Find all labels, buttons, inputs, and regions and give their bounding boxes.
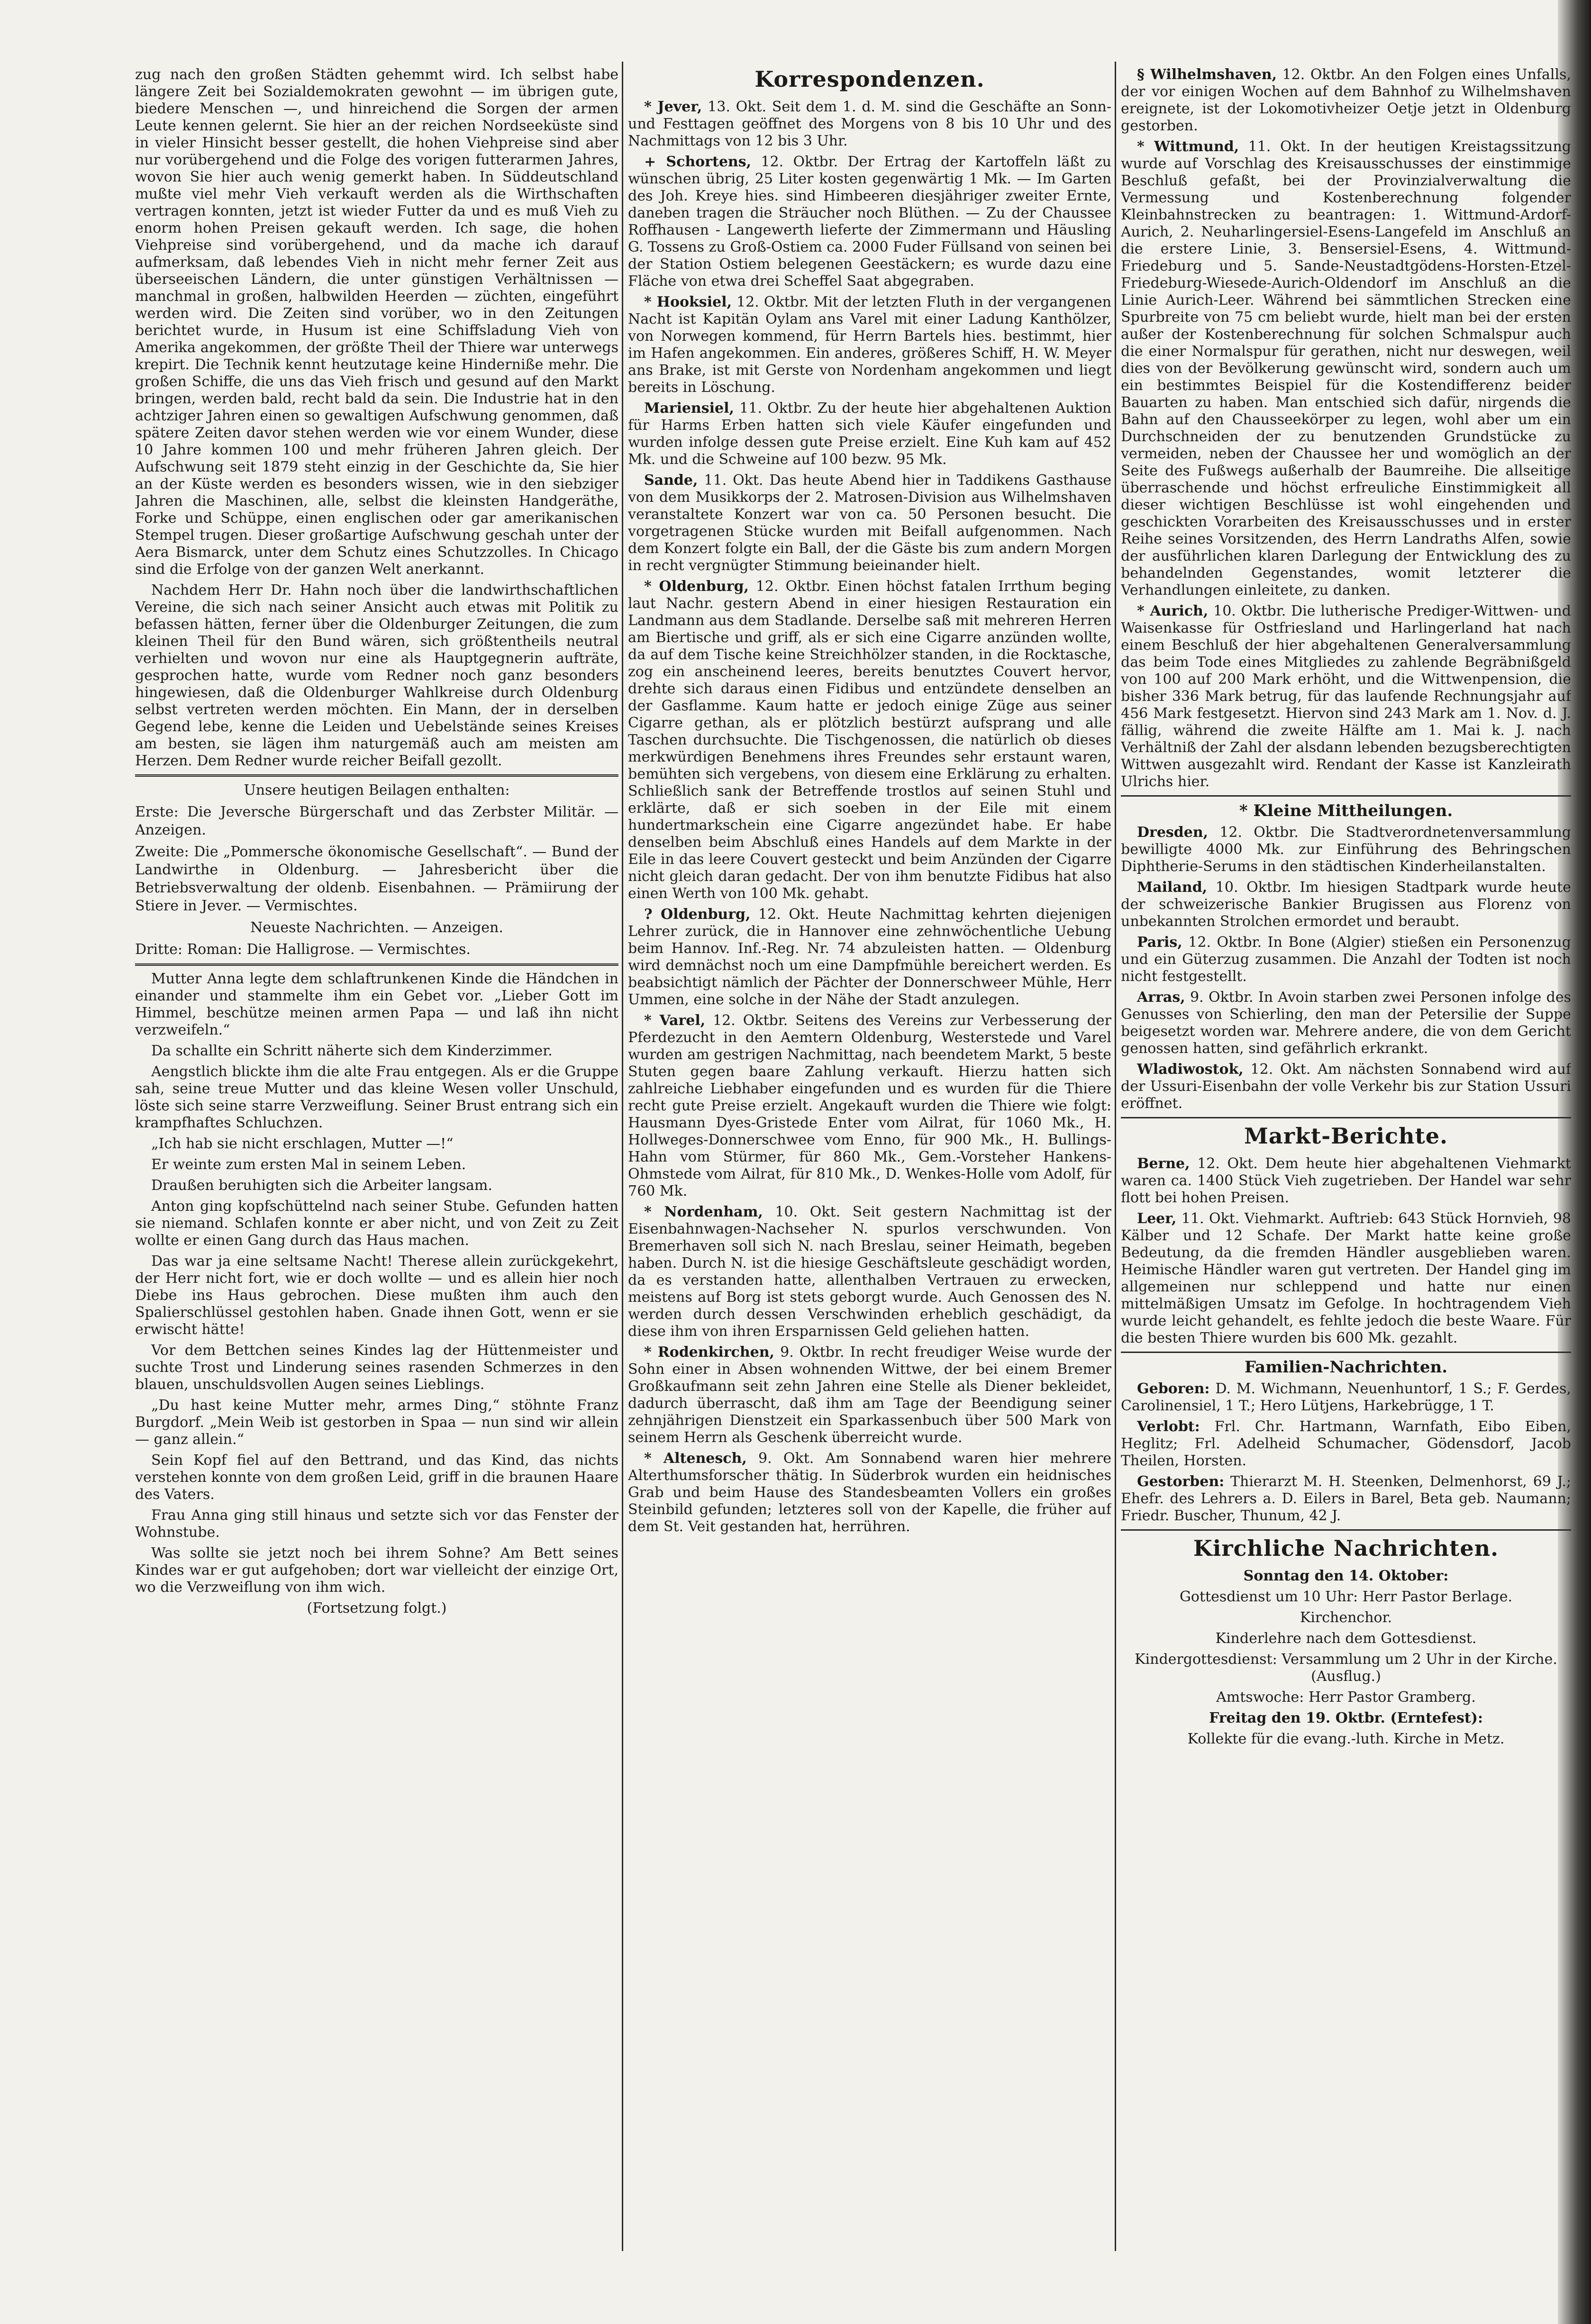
dateline: * Wittmund, [1137,138,1239,155]
service-line: Kirchenchor. [1300,1609,1392,1626]
story-paragraph: Er weinte zum ersten Mal in seinem Leben. [151,1156,466,1173]
news-text: 12. Oktbr. Seitens des Vereins zur Verbesserung der Pferdezucht in den Aemtern Oldenburg, Westerstede und Varel wurden am gestrigen Nachmittag, nach beendetem Markt, 5 beste Stuten gegen baare Zahlung verkauft. Hierzu hatten sich zahlreiche Liebhaber eingefunden und es wurden für die Thiere recht gute Preise erzielt. Angekauft wurden die Thiere wie folgt: Hausmann Dyes-Gristede Enter vom Ailrat, für 1060 Mk., H. Hollweges-Donnerschwee vom Enno, für 900 Mk., H. Bullings-Hahn vom Stürmer, für 860 Mk., Gem.-Vorsteher Hankens-Ohmstede vom Ailrat, für 810 Mk., D. Wenkes-Holle vom Adolf, für 760 Mk. [628,1012,1111,1199]
column-2 [628,66,1111,1539]
news-text: 11. Okt. In der heutigen Kreistagssitzung wurde auf Vorschlag des Kreisausschusses der einstimmige Beschluß gefaßt, bei der Provinzialverwaltung die Vermessung und Kostenberechnung folgender Kleinbahnstrecken zu beantragen: 1. Wittmund-Ardorf-Aurich, 2. Neuharlingersiel-Esens-Langefeld im Anschluß an die erstere Linie, 3. Bensersiel-Esens, 4. Wittmund-Friedeburg und 5. Sande-Neustadtgödens-Horsten-Etzel-Friedeburg-Wiesede-Aurich-Oldendorf im Anschluß an die Linie Aurich-Leer. Während bei sämmtlichen Strecken eine Spurbreite von 75 cm beliebt wurde, hielt man bei der ersten außer der Kostenberechnung für solchen Schmalspur auch die einer Normalspur für gerathen, nicht nur deswegen, weil dies von der Bevölkerung gewünscht wird, sondern auch um ein bestimmtes Beispiel für die Kostendifferenz beider Bauarten zu haben. Man entschied sich dafür, nirgends die Bahn auf den Chausseekörper zu legen, wohl aber um ein Durchschneiden der zu benutzenden Grundstücke zu vermeiden, neben der Chaussee her und womöglich an der Seite des Fußwegs außerhalb der Baumreihe. Die allseitige überraschende und höchst erfreuliche Einstimmigkeit all dieser wichtigen Beschlüsse ist wohl eingehenden und geschickten Vorarbeiten des Kreisausschusses und in erster Reihe seines Vorsitzenden, des Herrn Landraths Alfen, sowie der ausführlichen klaren Darlegung der Entwicklung des zu behandelnden Gegenstandes, womit letzterer die Verhandlungen einleitete, zu danken. [1121,138,1571,599]
story-paragraph: Was sollte sie jetzt noch bei ihrem Sohne? Am Bett seines Kindes war er gut aufgehoben; dort war vielleicht der einzige Ort, wo die Verzweiflung von ihm wich. [135,1545,618,1596]
news-text: 12. Oktbr. Mit der letzten Fluth in der vergangenen Nacht ist Kapitän Oylam ans Varel mit einer Ladung Kanthölzer, von Norwegen kommend, für Herrn Bartels hies. bestimmt, hier im Hafen angekommen. Ein anderes, größeres Schiff, H. W. Meyer ans Brake, ist mit Gerste von Nordenham angekommen und liegt bereits in Löschung. [628,294,1111,396]
column-1 [135,66,618,1621]
news-item [628,472,1111,574]
story-paragraph: „Ich hab sie nicht erschlagen, Mutter —!“ [151,1135,454,1152]
news-text: 9. Oktbr. In recht freudiger Weise wurde der Sohn einer in Absen wohnenden Wittwe, der bei einem Bremer Großkaufmann seit zehn Jahren eine Stelle als Diener bekleidet, dadurch überrascht, daß ihm am Tage der Beendigung seiner zehnjährigen Dienstzeit ein Sparkassenbuch über 500 Mark von seinem Herrn als Geschenk überreicht wurde. [628,1344,1111,1446]
dateline: § Wilhelmshaven, [1137,66,1277,83]
story-paragraph: Aengstlich blickte ihm die alte Frau entgegen. Als er die Gruppe sah, seine treue Mutter und das kleine Wesen voller Unschuld, löste sich seine starre Verzweiflung. Seiner Brust entrang sich ein krampfhaftes Schluchzen. [135,1063,618,1131]
entry-label: Gestorben: [1137,1473,1225,1490]
news-text: 11. Oktbr. Zu der heute hier abgehaltenen Auktion für Harms Erben hatten sich viele Käufer eingefunden und wurden infolge dessen gute Preise erzielt. Eine Kuh kam auf 452 Mk. und die Schweine auf 100 bezw. 95 Mk. [628,400,1111,468]
family-entry [1121,1473,1571,1525]
news-item [1121,603,1571,790]
service-line: Kindergottesdienst: Versammlung um 2 Uhr in der Kirche. (Ausflug.) [1135,1651,1557,1685]
service-line: Amtswoche: Herr Pastor Gramberg. [1216,1689,1476,1706]
news-item [628,578,1111,902]
divider [1121,1529,1571,1531]
story-paragraph: Mutter Anna legte dem schlaftrunkenen Kinde die Händchen in einander und stammelte ihm ein Gebet vor. „Lieber Gott im Himmel, beschütze meinen armen Papa — und laß ihn nicht verzweifeln.“ [135,971,618,1038]
section-heading-kirchliche-nachrichten: Kirchliche Nachrichten. [1193,1535,1499,1561]
divider [135,774,618,777]
news-item [628,154,1111,290]
divider [135,963,618,966]
beilagen-box [135,781,618,959]
entry-text: D. M. Wichmann, Neuenhuntorf, 1 S.; F. Gerdes, Carolinensiel, 1 T.; Hero Lütjens, Harkebrügge, 1 T. [1121,1380,1571,1414]
entry-text: Thierarzt M. H. Steenken, Delmenhorst, 69 J.; Ehefr. des Lehrers a. D. Eilers in Barel, Beta geb. Naumann; Friedr. Buscher, Thunum, 42 J. [1121,1473,1571,1524]
news-text: 13. Okt. Seit dem 1. d. M. sind die Geschäfte an Sonn- und Festtagen geöffnet des Morgens von 8 bis 10 Uhr und des Nachmittags von 12 bis 3 Uhr. [628,99,1111,149]
dateline: Wladiwostok, [1137,1061,1244,1078]
story-paragraph: „Du hast keine Mutter mehr, armes Ding,“ stöhnte Franz Burgdorf. „Mein Weib ist gestorben in Spaa — nun sind wir allein — ganz allein.“ [135,1397,618,1448]
story-paragraph: Vor dem Bettchen seines Kindes lag der Hüttenmeister und suchte Trost und Linderung seines rasenden Schmerzes in den blauen, unschuldsvollen Augen seines Lieblings. [135,1342,618,1393]
news-text: 12. Oktbr. Einen höchst fatalen Irrthum beging laut Nachr. gestern Abend in einer hiesigen Restauration ein Landmann aus dem Stadlande. Derselbe saß mit mehreren Herren am Biertische und griff, als er sich eine Cigarre anzünden wollte, da auf dem Tische keine Streichhölzer standen, in die Rocktasche, zog ein anscheinend leeres, bereits benutztes Couvert hervor, drehte sich daraus einen Fidibus und entzündete denselben an der Gasflamme. Kaum hatte er jedoch einige Züge aus seiner Cigarre gethan, als er plötzlich bestürzt aufsprang und alle Taschen durchsuchte. Die Tischgenossen, die natürlich ob dieses merkwürdigen Benehmens ihres Freundes sehr erstaunt waren, bemühten sich vergebens, von diesem eine Erklärung zu erhalten. Schließlich sank der Betreffende trostlos auf seinen Stuhl und erklärte, daß er sich soeben in der Eile mit einem hundertmarkschein eine Cigarre angezündet habe. Er habe denselben beim Abschluß eines Handels auf dem Markte in der Eile in das leere Couvert gesteckt und beim Anzünden der Cigarre nicht gleich daran gedacht. Der von ihm benutzte Fidibus hat also einen Werth von 100 Mk. gehabt. [628,578,1111,902]
entry-label: Verlobt: [1137,1418,1200,1435]
news-item [1121,879,1571,930]
dateline: + Schortens, [644,154,752,170]
dateline: Mariensiel, [644,400,734,417]
story-paragraph: Anton ging kopfschüttelnd nach seiner Stube. Gefunden hatten sie niemand. Schlafen konnte er aber nicht, und von Zeit zu Zeit wollte er einen Gang durch das Haus machen. [135,1198,618,1249]
column-rule [1115,62,1116,2251]
news-text: 9. Oktbr. In Avoin starben zwei Personen infolge des Genusses von Schierling, den man der Petersilie der Suppe beigesetzt worden war. Mehrere andere, die von dem Gericht genossen hatten, sind gefährlich erkrankt. [1121,989,1571,1057]
service-line: Kinderlehre nach dem Gottesdienst. [1215,1630,1477,1647]
dateline: Dresden, [1137,824,1209,841]
service-line: Gottesdienst um 10 Uhr: Herr Pastor Berlage. [1179,1589,1513,1605]
news-item [628,1450,1111,1535]
dateline: Berne, [1137,1155,1190,1172]
dateline: * Jever, [644,99,702,115]
dateline: * Oldenburg, [644,578,749,595]
news-item [628,1344,1111,1446]
dateline: Sande, [644,472,698,489]
dateline: Mailand, [1137,879,1208,896]
divider [1121,1117,1571,1118]
news-item [1121,1061,1571,1112]
dateline: * Altenesch, [644,1450,747,1467]
speech-paragraph: Nachdem Herr Dr. Hahn noch über die landwirthschaftlichen Vereine, die sich nach seiner Ansicht auch etwas mit Politik zu befassen hätten, ferner über die Oldenburger Zeitungen, die zum kleinen Theil für den Bund wären, sich größtentheils neutral verhielten und wovon nur eine als Hauptgegnerin aufträte, gesprochen hatte, wurde vom Redner noch ganz besonders hingewiesen, daß die Oldenburger Wahlkreise durch Oldenburg selbst vertreten werden möchten. Ein Mann, der in derselben Gegend lebe, kenne die Leiden und Uebelstände seines Kreises am besten, sie lägen ihm naturgemäß auch am meisten am Herzen. Dem Redner wurde reicher Beifall gezollt. [135,582,618,769]
news-text: 12. Okt. Am nächsten Sonnabend wird auf der Ussuri-Eisenbahn der volle Verkehr bis zur Station Ussuri eröffnet. [1121,1061,1571,1112]
continuation-note: (Fortsetzung folgt.) [307,1600,447,1616]
news-text: 10. Oktbr. Die lutherische Prediger-Wittwen- und Waisenkasse für Ostfriesland und Harlingerland hat nach einem Beschluß der hier abgehaltenen Generalversammlung das beim Tode eines Mitgliedes zu zahlende Begräbnißgeld von 100 auf 200 Mark erhöht, und die Wittwenpension, die bisher 336 Mark betrug, für das laufende Rechnungsjahr auf 456 Mark festgesetzt. Hiervon sind 243 Mark am 1. Nov. d. J. fällig, während die zweite Hälfte am 1. Mai k. J. nach Verhältniß der Zahl der alsdann lebenden bezugsberechtigten Wittwen ausgezahlt wird. Rendant der Kasse ist Kanzleirath Ulrichs hier. [1121,603,1571,790]
story-paragraph: Das war ja eine seltsame Nacht! Therese allein zurückgekehrt, der Herr nicht fort, wie er doch wollte — und es allein hier noch Diebe ins Haus gebrochen. Diese mußten ihm auch den Spalierschlüssel gestohlen haben. Gnade ihnen Gott, wenn er sie erwischt hätte! [135,1253,618,1338]
news-item [1121,66,1571,135]
news-item [628,294,1111,396]
dateline: * Varel, [644,1012,706,1029]
news-item [628,1204,1111,1340]
news-text: 12. Oktbr. Die Stadtverordnetenversammlung bewilligte 4000 Mk. zur Einführung des Behringschen Diphtherie-Serums in den städtischen Kinderheilanstalten. [1121,824,1571,875]
news-text: 10. Okt. Seit gestern Nachmittag ist der Eisenbahnwagen-Nachseher N. spurlos verschwunden. Von Bremerhaven soll sich N. nach Breslau, seiner Heimath, begeben haben. Durch N. ist die hiesige Geschäftsleute geschädigt worden, da es verstanden hatte, allenthalben Vertrauen zu erwecken, meistens auf Borg ist stets geborgt wurde. Auch Genossen des N. werden durch dessen Verschwinden erheblich geschädigt, da diese ihm von ihren Ersparnissen Geld geliehen hatten. [628,1204,1111,1340]
column-rule [622,62,623,2251]
dateline: Leer, [1137,1210,1177,1227]
divider [1121,795,1571,797]
section-heading-korrespondenzen: Korrespondenzen. [755,66,985,92]
beilage-entry: Zweite: Die „Pommersche ökonomische Gesellschaft“. — Bund der Landwirthe in Oldenburg. — Jahresbericht über die Betriebsverwaltung der oldenb. Eisenbahnen. — Prämiirung der Stiere in Jever. — Vermischtes. [135,844,618,914]
dateline: Arras, [1137,989,1185,1006]
dateline: * Rodenkirchen, [644,1344,774,1361]
news-item [1121,1155,1571,1207]
dateline: Paris, [1137,934,1182,951]
news-text: 12. Okt. Heute Nachmittag kehrten diejenigen Lehrer zurück, die in Hannover eine zehnwöchentliche Uebung beim Hannov. Inf.-Reg. Nr. 74 abzuleisten hatten. — Oldenburg wird demnächst noch um eine Dampfmühle bereichert werden. Es beabsichtigt nämlich der Pächter der Donnerschweer Mühle, Herr Ummen, eine solche in der Nähe der Stadt anzulegen. [628,906,1111,1008]
news-text: 11. Okt. Das heute Abend hier in Taddikens Gasthause von dem Musikkorps der 2. Matrosen-Division aus Wilhelmshaven veranstaltete Konzert war von ca. 50 Personen besucht. Die vorgetragenen Stücke wurden mit Beifall aufgenommen. Nach dem Konzert folgte ein Ball, der die Gäste bis zum andern Morgen in recht vergnügter Stimmung beieinander hielt. [628,472,1111,574]
news-item [628,906,1111,1008]
news-text: 12. Oktbr. Der Ertrag der Kartoffeln läßt zu wünschen übrig, 25 Liter kosten gegenwärtig 1 Mk. — Im Garten des Joh. Kreye hies. sind Himbeeren diesjähriger zweiter Ernte, daneben tragen die Sträucher noch Blüthen. — Zu der Chaussee Roffhausen - Langewerth lieferte der Zimmermann und Häusling G. Tossens zu Groß-Ostiem ca. 2000 Fuder Füllsand von seinen bei der Station Ostiem belegenen Geestäckern; es wurde dazu eine Fläche von etwa drei Scheffel Saat abgegraben. [628,154,1111,290]
dateline: * Hooksiel, [644,294,732,310]
news-text: 10. Oktbr. Im hiesigen Stadtpark wurde heute der schweizerische Bankier Brugissen aus Florenz von unbekannten Strolchen ermordet und beraubt. [1121,879,1571,930]
news-text: 12. Oktbr. In Bone (Algier) stießen ein Personenzug und ein Güterzug zusammen. Die Anzahl der Todten ist noch nicht festgestellt. [1121,934,1571,985]
beilagen-title: Unsere heutigen Beilagen enthalten: [244,782,510,799]
entry-text: Frl. Chr. Hartmann, Warnfath, Eibo Eiben, Heglitz; Frl. Adelheid Schumacher, Gödensdorf, Jacob Theilen, Horsten. [1121,1418,1571,1469]
entry-label: Geboren: [1137,1380,1210,1397]
section-heading-familien-nachrichten: Familien-Nachrichten. [1244,1358,1448,1377]
story-paragraph: Frau Anna ging still hinaus und setzte sich vor das Fenster der Wohnstube. [135,1507,618,1541]
column-3 [1121,66,1571,1752]
news-text: 12. Oktbr. An den Folgen eines Unfalls, der vor einigen Wochen auf dem Bahnhof zu Wilhelmshaven ereignete, ist der Lokomotivheizer Oetje jetzt in Oldenburg gestorben. [1121,66,1571,134]
service-line: Kollekte für die evang.-luth. Kirche in Metz. [1187,1731,1505,1747]
beilage-entry: Neueste Nachrichten. — Anzeigen. [250,919,503,936]
family-entry [1121,1380,1571,1415]
news-item [628,99,1111,150]
speech-paragraph: zug nach den großen Städten gehemmt wird. Ich selbst habe längere Zeit bei Sozialdemokraten gewohnt — im übrigen gute, biedere Menschen —, und hinreichend die Sorgen der armen Leute kennen gelernt. Sie hier an der reichen Nordseeküste sind in vieler Hinsicht besser gestellt, die hohen Viehpreise sind aber nur vorübergehend und die Folge des vorigen futterarmen Jahres, wovon Sie hier auch wenig gemerkt haben. In Süddeutschland mußte viel mehr Vieh verkauft werden als die Wirthschaften vertragen konnten, jetzt ist wieder Futter da und es muß Vieh zu enorm hohen Preisen gekauft werden. Ich sage, die hohen Viehpreise sind vorübergehend, und da mache ich darauf aufmerksam, daß lebendes Vieh in nicht mehr ferner Zeit aus überseeischen Ländern, die unter günstigen Verhältnissen — manchmal in großen, halbwilden Heerden — züchten, eingeführt werden wird. Die Zeiten sind vorüber, wo in den Zeitungen berichtet wurde, in Husum ist eine Schiffsladung Vieh von Amerika angekommen, der größte Theil der Thiere war unterwegs krepirt. Die Technik kennt heutzutage keine Hinderniße mehr. Die großen Schiffe, die uns das Vieh frisch und gesund auf den Markt bringen, werden bald, recht bald da sein. Die Industrie hat in den achtziger Jahren einen so gewaltigen Aufschwung genommen, daß spätere Zeiten davor stehen werden wie vor einem Wunder, diese 10 Jahre kommen 100 und mehr früheren Jahren gleich. Der Aufschwung seit 1879 steht einzig in der Geschichte da, Sie hier an der Küste werden es besonders wissen, wie in den siebziger Jahren die Maschinen, alle, selbst die kleinsten Handgeräthe, Forke und Schüppe, einen englischen oder gar amerikanischen Stempel trugen. Dieser großartige Aufschwung geschah unter der Aera Bismarck, unter dem Schutz eines Schutzzolles. In Chicago sind die Erfolge von der ganzen Welt anerkannt. [135,66,618,578]
news-text: 12. Okt. Dem heute hier abgehaltenen Viehmarkt waren ca. 1400 Stück Vieh zugetrieben. Der Handel war sehr flott bei hohen Preisen. [1121,1155,1571,1206]
story-paragraph: Draußen beruhigten sich die Arbeiter langsam. [151,1177,492,1194]
serial-story [135,971,618,1617]
beilage-entry: Erste: Die Jeversche Bürgerschaft und das Zerbster Militär. — Anzeigen. [135,804,618,838]
news-item [628,400,1111,468]
story-paragraph: Da schallte ein Schritt näherte sich dem Kinderzimmer. [151,1043,553,1059]
dateline: ? Oldenburg, [644,906,751,923]
section-heading-kleine-mittheilungen: * Kleine Mittheilungen. [1239,801,1453,820]
section-heading-markt-berichte: Markt-Berichte. [1244,1123,1448,1149]
news-item [1121,138,1571,599]
beilage-entry: Dritte: Roman: Die Halligrose. — Vermischtes. [135,941,471,958]
news-item [1121,1210,1571,1347]
news-item [628,1012,1111,1200]
news-item [1121,989,1571,1057]
news-item [1121,824,1571,875]
dateline: * Nordenham, [644,1204,763,1220]
service-date: Sonntag den 14. Oktober: [1243,1568,1449,1584]
divider [1121,1352,1571,1353]
story-paragraph: Sein Kopf fiel auf den Bettrand, und das Kind, das nichts verstehen konnte von dem großen Leid, griff in die braunen Haare des Vaters. [135,1452,618,1503]
dateline: * Aurich, [1137,603,1209,619]
news-item [1121,934,1571,985]
family-entry [1121,1418,1571,1470]
news-text: 11. Okt. Viehmarkt. Auftrieb: 643 Stück Hornvieh, 98 Kälber und 12 Schafe. Der Markt hatte keine große Bedeutung, da die fremden Händler ausgeblieben waren. Heimische Händler waren gut vertreten. Der Handel ging im allgemeinen nur schleppend und hatte nur einen mittelmäßigen Umsatz im Gefolge. In hochtragendem Vieh wurde leicht gehandelt, es fehlte jedoch die beste Waare. Für die besten Thiere wurden bis 600 Mk. gezahlt. [1121,1210,1571,1346]
news-text: 9. Okt. Am Sonnabend waren hier mehrere Alterthumsforscher thätig. In Süderbrok wurden ein heidnisches Grab und beim Hause des Standesbeamten Vollers ein großes Steinbild gefunden; letzteres soll von der Kapelle, die früher auf dem St. Veit gestanden hat, herrühren. [628,1450,1111,1535]
service-date: Freitag den 19. Oktbr. (Erntefest): [1209,1710,1483,1726]
